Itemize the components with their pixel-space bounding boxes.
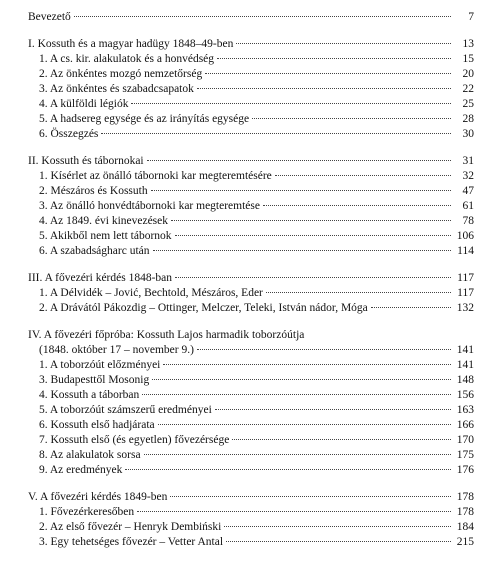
toc-leader-dots (224, 526, 451, 527)
toc-section-entry (28, 418, 474, 433)
toc-section-entry (28, 403, 474, 418)
toc-page-number: 22 (462, 83, 474, 95)
toc-leader-dots (197, 349, 451, 350)
toc-page-number: 30 (462, 128, 474, 140)
toc-page-number: 117 (457, 287, 474, 299)
toc-leader-dots (236, 43, 451, 44)
toc-entry-title: 2. Az önkéntes mozgó nemzetőrség (39, 68, 203, 80)
toc-section-entry (28, 112, 474, 127)
toc-entry-title: 5. A toborzóút számszerű eredményei (39, 404, 212, 416)
toc-page-number: 7 (468, 11, 474, 23)
toc-entry-title: 2. Mészáros és Kossuth (39, 185, 148, 197)
toc-section-entry (28, 82, 474, 97)
toc-entry-title: I. Kossuth és a magyar hadügy 1848–49-ben (28, 38, 234, 50)
toc-leader-dots (217, 58, 451, 59)
toc-section-entry (28, 52, 474, 67)
toc-entry-title: IV. A fővezéri főpróba: Kossuth Lajos harmadik toborzóútja (28, 329, 305, 341)
toc-section-entry (28, 520, 474, 535)
toc-chapter-entry (28, 271, 474, 286)
toc-section-entry (28, 463, 474, 478)
toc-leader-dots (263, 205, 451, 206)
toc-entry-title: Bevezető (28, 11, 71, 23)
toc-entry-title: 1. Fővezérkeresőben (39, 506, 135, 518)
toc-entry-title: 3. Egy tehetséges fővezér – Vetter Antal (39, 536, 224, 548)
toc-leader-dots (153, 250, 452, 251)
toc-leader-dots (144, 454, 451, 455)
toc-section-entry (28, 169, 474, 184)
toc-entry-title: 1. A Délvidék – Jović, Bechtold, Mészáros, Eder (39, 287, 263, 299)
section-gap (28, 142, 474, 154)
toc-entry-title: III. A fővezéri kérdés 1848-ban (28, 272, 173, 284)
table-of-contents (28, 10, 474, 550)
toc-section-entry (28, 343, 474, 358)
toc-page-number: 31 (462, 155, 474, 167)
toc-page-number: 132 (456, 302, 474, 314)
toc-leader-dots (371, 307, 451, 308)
toc-leader-dots (215, 409, 451, 410)
toc-leader-dots (101, 133, 451, 134)
toc-leader-dots (275, 175, 451, 176)
toc-page-number: 156 (456, 389, 474, 401)
toc-entry-title: 3. Budapesttől Mosonig (39, 374, 150, 386)
toc-page-number: 215 (456, 536, 474, 548)
toc-section-entry (28, 388, 474, 403)
toc-page-number: 184 (456, 521, 474, 533)
toc-leader-dots (152, 379, 451, 380)
toc-section-entry (28, 433, 474, 448)
toc-section-entry (28, 127, 474, 142)
toc-leader-dots (142, 394, 451, 395)
toc-section-entry (28, 67, 474, 82)
toc-entry-title: 9. Az eredmények (39, 464, 123, 476)
toc-entry-title: 4. A külföldi légiók (39, 98, 129, 110)
toc-leader-dots (266, 292, 451, 293)
toc-page-number: 178 (456, 491, 474, 503)
toc-section-entry (28, 535, 474, 550)
toc-section-entry (28, 229, 474, 244)
toc-chapter-entry (28, 154, 474, 169)
toc-leader-dots (205, 73, 451, 74)
toc-entry-title: 6. A szabadságharc után (39, 245, 150, 257)
toc-entry-title: 7. Kossuth első (és egyetlen) fővezérsége (39, 434, 230, 446)
toc-leader-dots (151, 190, 451, 191)
toc-entry-title: V. A fővezéri kérdés 1849-ben (28, 491, 168, 503)
toc-entry-title: 5. Akikből nem lett tábornok (39, 230, 172, 242)
toc-entry-title: (1848. október 17 – november 9.) (39, 344, 194, 356)
toc-leader-dots (137, 511, 451, 512)
toc-section-entry (28, 505, 474, 520)
toc-page-number: 166 (456, 419, 474, 431)
toc-section-entry (28, 199, 474, 214)
toc-page-number: 47 (462, 185, 474, 197)
toc-page-number: 25 (462, 98, 474, 110)
toc-chapter-entry (28, 10, 474, 25)
toc-section-entry (28, 286, 474, 301)
toc-entry-title: 2. A Drávától Pákozdig – Ottinger, Melczer, Teleki, István nádor, Móga (39, 302, 368, 314)
toc-entry-title: 6. Kossuth első hadjárata (39, 419, 155, 431)
toc-leader-dots (252, 118, 451, 119)
toc-leader-dots (175, 277, 451, 278)
toc-leader-dots (232, 439, 451, 440)
toc-section-entry (28, 448, 474, 463)
toc-entry-title: 1. A toborzóút előzményei (39, 359, 161, 371)
toc-leader-dots (171, 220, 451, 221)
toc-leader-dots (125, 469, 451, 470)
toc-page-number: 176 (456, 464, 474, 476)
section-gap (28, 25, 474, 37)
toc-page-number: 141 (456, 359, 474, 371)
toc-entry-title: 4. Kossuth a táborban (39, 389, 140, 401)
toc-page-number: 32 (462, 170, 474, 182)
toc-entry-title: 5. A hadsereg egysége és az irányítás egysége (39, 113, 250, 125)
toc-section-entry (28, 184, 474, 199)
toc-page-number: 28 (462, 113, 474, 125)
toc-entry-title: 1. Kísérlet az önálló tábornoki kar megteremtésére (39, 170, 272, 182)
toc-page-number: 114 (457, 245, 474, 257)
toc-entry-title: 4. Az 1849. évi kinevezések (39, 215, 169, 227)
toc-chapter-entry (28, 328, 474, 343)
toc-section-entry (28, 214, 474, 229)
toc-entry-title: 3. Az önkéntes és szabadcsapatok (39, 83, 194, 95)
section-gap (28, 478, 474, 490)
toc-section-entry (28, 373, 474, 388)
toc-leader-dots (163, 364, 451, 365)
toc-page-number: 170 (456, 434, 474, 446)
toc-section-entry (28, 301, 474, 316)
toc-page-number: 20 (462, 68, 474, 80)
toc-chapter-entry (28, 37, 474, 52)
toc-entry-title: II. Kossuth és tábornokai (28, 155, 144, 167)
toc-entry-title: 3. Az önálló honvédtábornoki kar megteremtése (39, 200, 260, 212)
toc-page-number: 78 (462, 215, 474, 227)
toc-page-number: 117 (457, 272, 474, 284)
toc-leader-dots (170, 496, 451, 497)
toc-entry-title: 6. Összegzés (39, 128, 99, 140)
section-gap (28, 316, 474, 328)
toc-page-number: 13 (462, 38, 474, 50)
toc-leader-dots (158, 424, 451, 425)
toc-leader-dots (197, 88, 451, 89)
toc-leader-dots (175, 235, 451, 236)
toc-entry-title: 1. A cs. kir. alakulatok és a honvédség (39, 53, 215, 65)
toc-section-entry (28, 97, 474, 112)
toc-chapter-entry (28, 490, 474, 505)
toc-page-number: 61 (462, 200, 474, 212)
toc-page-number: 141 (456, 344, 474, 356)
toc-page-number: 106 (456, 230, 474, 242)
toc-entry-title: 8. Az alakulatok sorsa (39, 449, 141, 461)
toc-section-entry (28, 358, 474, 373)
toc-leader-dots (74, 16, 451, 17)
section-gap (28, 259, 474, 271)
toc-page-number: 15 (462, 53, 474, 65)
toc-page-number: 178 (456, 506, 474, 518)
toc-leader-dots (131, 103, 451, 104)
toc-page-number: 175 (456, 449, 474, 461)
toc-section-entry (28, 244, 474, 259)
toc-page-number: 148 (456, 374, 474, 386)
toc-leader-dots (226, 541, 451, 542)
toc-page-number: 163 (456, 404, 474, 416)
toc-leader-dots (147, 160, 451, 161)
toc-entry-title: 2. Az első fővezér – Henryk Dembiński (39, 521, 222, 533)
